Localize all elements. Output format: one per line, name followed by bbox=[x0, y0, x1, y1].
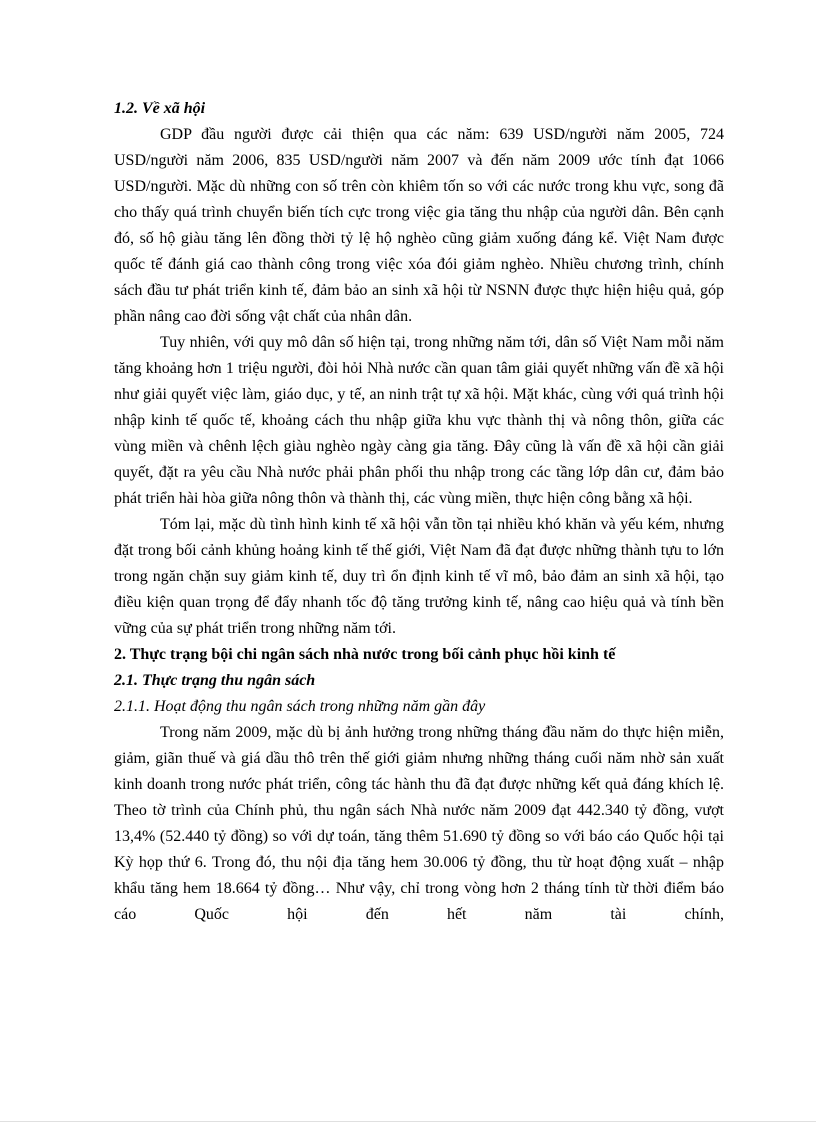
section-heading-2-1-1: 2.1.1. Hoạt động thu ngân sách trong những năm gần đây bbox=[114, 698, 486, 715]
paragraph-population: Tuy nhiên, với quy mô dân số hiện tại, trong những năm tới, dân số Việt Nam mỗi năm tăng khoảng hơn 1 triệu người, đòi hỏi Nhà nước cần quan tâm giải quyết những vấn đề xã hội như giải quyết việc làm, giáo dục, y tế, an ninh trật tự xã hội. Mặt khác, cùng với quá trình hội nhập kinh tế quốc tế, khoảng cách thu nhập giữa khu vực thành thị và nông thôn, giữa các vùng miền và chênh lệch giàu nghèo ngày càng gia tăng. Đây cũng là vấn đề xã hội cần giải quyết, đặt ra yêu cầu Nhà nước phải phân phối thu nhập trong các tầng lớp dân cư, đảm bảo phát triển hài hòa giữa nông thôn và thành thị, các vùng miền, thực hiện công bằng xã hội. bbox=[114, 334, 724, 507]
paragraph-gdp: GDP đầu người được cải thiện qua các năm: 639 USD/người năm 2005, 724 USD/người năm 2006, 835 USD/người năm 2007 và đến năm 2009 ước tính đạt 1066 USD/người. Mặc dù những con số trên còn khiêm tốn so với các nước trong khu vực, song đã cho thấy quá trình chuyển biến tích cực trong việc gia tăng thu nhập của người dân. Bên cạnh đó, số hộ giàu tăng lên đồng thời tỷ lệ hộ nghèo cũng giảm xuống đáng kể. Việt Nam được quốc tế đánh giá cao thành công trong việc xóa đói giảm nghèo. Nhiều chương trình, chính sách đầu tư phát triển kinh tế, đảm bảo an sinh xã hội từ NSNN được thực hiện hiệu quả, góp phần nâng cao đời sống vật chất của nhân dân. bbox=[114, 126, 724, 325]
section-heading-1-2: 1.2. Về xã hội bbox=[114, 100, 206, 117]
paragraph-summary: Tóm lại, mặc dù tình hình kinh tế xã hội vẫn tồn tại nhiều khó khăn và yếu kém, nhưng đặt trong bối cảnh khủng hoảng kinh tế thế giới, Việt Nam đã đạt được những thành tựu to lớn trong ngăn chặn suy giảm kinh tế, duy trì ổn định kinh tế vĩ mô, bảo đảm an sinh xã hội, tạo điều kiện quan trọng để đẩy nhanh tốc độ tăng trưởng kinh tế, nâng cao hiệu quả và tính bền vững của sự phát triển trong những năm tới. bbox=[114, 516, 724, 637]
paragraph-revenue-2009: Trong năm 2009, mặc dù bị ảnh hưởng trong những tháng đầu năm do thực hiện miễn, giảm, giãn thuế và giá dầu thô trên thế giới giảm nhưng những tháng cuối năm nhờ sản xuất kinh doanh trong nước phát triển, công tác hành thu đã đạt được những kết quả đáng khích lệ. Theo tờ trình của Chính phủ, thu ngân sách Nhà nước năm 2009 đạt 442.340 tỷ đồng, vượt 13,4% (52.440 tỷ đồng) so với dự toán, tăng thêm 51.690 tỷ đồng so với báo cáo Quốc hội tại Kỳ họp thứ 6. Trong đó, thu nội địa tăng hem 30.006 tỷ đồng, thu từ hoạt động xuất – nhập khẩu tăng hem 18.664 tỷ đồng… Như vậy, chỉ trong vòng hơn 2 tháng tính từ thời điểm báo cáo Quốc hội đến hết năm tài chính, bbox=[114, 724, 724, 923]
section-heading-2: 2. Thực trạng bội chi ngân sách nhà nước trong bối cảnh phục hồi kinh tế bbox=[114, 646, 616, 663]
document-page bbox=[114, 96, 724, 928]
page-bottom-edge bbox=[0, 1121, 816, 1122]
section-heading-2-1: 2.1. Thực trạng thu ngân sách bbox=[114, 672, 316, 689]
